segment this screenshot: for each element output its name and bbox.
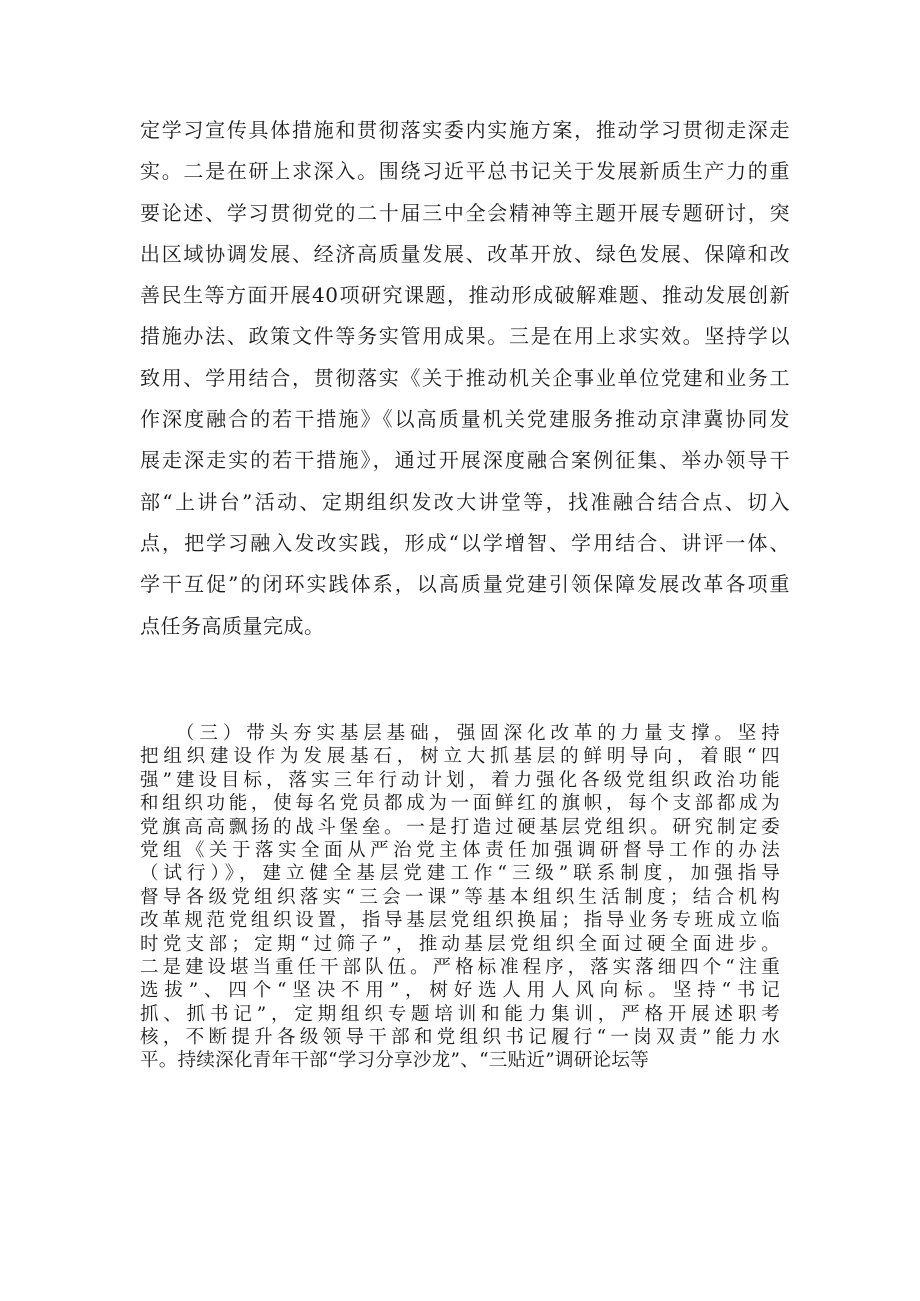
text-line: 作深度融合的若干措施》《以高质量机关党建服务推动京津冀协同发 [140,407,790,432]
text-line: 平。持续深化青年干部“学习分享沙龙”、“三贴近”调研论坛等 [140,1050,650,1072]
text-line: 善民生等方面开展40项研究课题，推动形成破解难题、推动发展创新 [140,283,790,308]
text-line: 部“上讲台”活动、定期组织发改大讲堂等，找准融合结合点、切入 [140,489,790,514]
text-line: 督导各级党组织落实“三会一课”等基本组织生活制度；结合机构 [140,886,780,908]
section-heading-line: （三）带头夯实基层基础，强固深化改革的力量支撑。坚持 [176,723,780,744]
text-line: 选拔”、四个“坚决不用”，树好选人用人风向标。坚持“书记 [140,980,780,1002]
paragraph-continuation [140,110,790,647]
text-line: 学干互促”的闭环实践体系，以高质量党建引领保障发展改革各项重 [140,572,790,597]
text-line: 党旗高高飘扬的战斗堡垒。一是打造过硬基层党组织。研究制定委 [140,816,780,838]
text-line: 展走深走实的若干措施》，通过开展深度融合案例征集、举办领导干 [140,448,790,473]
text-line: 要论述、学习贯彻党的二十届三中全会精神等主题开展专题研讨，突 [140,200,790,225]
text-line: 措施办法、政策文件等务实管用成果。三是在用上求实效。坚持学以 [140,324,790,349]
text-line: 定学习宣传具体措施和贯彻落实委内实施方案，推动学习贯彻走深走 [140,118,790,142]
paragraph-section-three [140,722,780,1073]
text-line: 核，不断提升各级领导干部和党组织书记履行“一岗双责”能力水 [140,1027,780,1049]
text-line: 党组《关于落实全面从严治党主体责任加强调研督导工作的办法 [140,839,780,861]
text-line: 和组织功能，使每名党员都成为一面鲜红的旗帜，每个支部都成为 [140,793,780,815]
text-line: 点任务高质量完成。 [140,613,325,638]
text-line: 把组织建设作为发展基石，树立大抓基层的鲜明导向，着眼“四 [140,746,780,768]
text-line: 时党支部；定期“过筛子”，推动基层党组织全面过硬全面进步。 [140,933,780,955]
text-line: 强”建设目标，落实三年行动计划，着力强化各级党组织政治功能 [140,769,780,791]
text-line: 抓、抓书记”，定期组织专题培训和能力集训，严格开展述职考 [140,1003,780,1025]
text-line: 实。二是在研上求深入。围绕习近平总书记关于发展新质生产力的重 [140,159,790,184]
text-line: 出区域协调发展、经济高质量发展、改革开放、绿色发展、保障和改 [140,241,790,266]
text-line: 致用、学用结合，贯彻落实《关于推动机关企事业单位党建和业务工 [140,365,790,390]
text-line: 二是建设堪当重任干部队伍。严格标准程序，落实落细四个“注重 [140,956,780,978]
text-line: 改革规范党组织设置，指导基层党组织换届；指导业务专班成立临 [140,910,780,932]
text-line: 点，把学习融入发改实践，形成“以学增智、学用结合、讲评一体、 [140,530,790,555]
text-line: （试行）》，建立健全基层党建工作“三级”联系制度，加强指导 [140,863,780,885]
